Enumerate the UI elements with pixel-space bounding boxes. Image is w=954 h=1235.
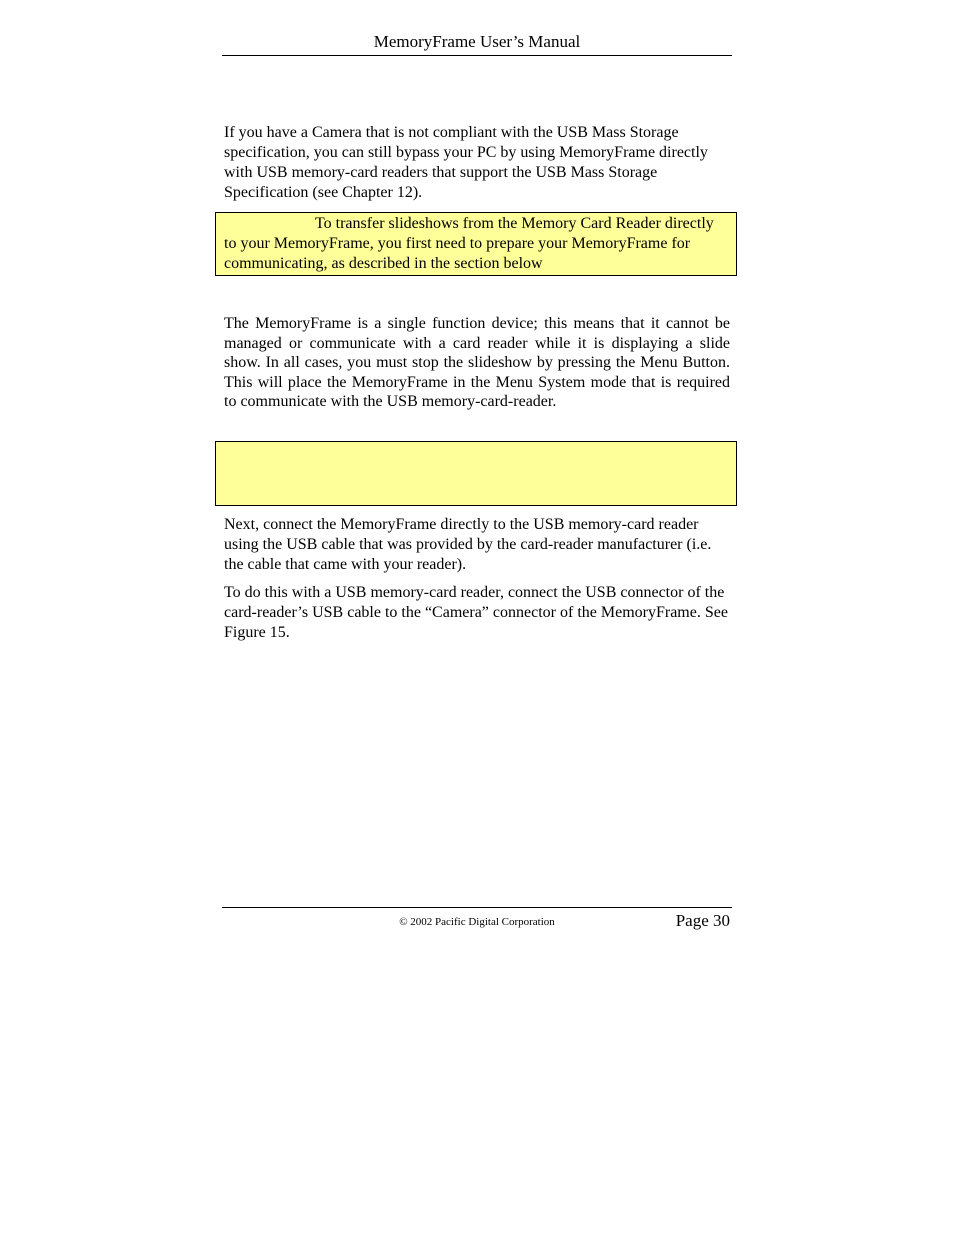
note-text-transfer: To transfer slideshows from the Memory Card Reader directly to your MemoryFrame, you first need to prepare your MemoryFrame for communicating, as described in the section below — [224, 215, 714, 272]
manual-title: MemoryFrame User’s Manual — [373, 32, 581, 51]
copyright-text: © 2002 Pacific Digital Corporation — [399, 916, 555, 928]
note-box-transfer — [215, 212, 737, 276]
page-footer — [222, 907, 732, 938]
note-box-empty — [215, 441, 737, 506]
page-number: Page 30 — [675, 911, 730, 930]
paragraph-usb-connector: To do this with a USB memory-card reader, connect the USB connector of the card-reader’s USB cable to the “Camera” connector of the MemoryFrame. See Figure 15. — [224, 584, 728, 641]
paragraph-mass-storage: If you have a Camera that is not compliant with the USB Mass Storage specification, you can still bypass your PC by using MemoryFrame directly with USB memory-card readers that support the USB Mass Storage Specification (see Chapter 12). — [224, 124, 708, 201]
paragraph-single-function: The MemoryFrame is a single function device; this means that it cannot be managed or communicate with a card reader while it is displaying a slide show. In all cases, you must stop the slideshow by pressing the Menu Button. This will place the MemoryFrame in the Menu System mode that is required to communicate with the USB memory-card-reader. — [224, 315, 730, 411]
page-header — [222, 30, 732, 56]
paragraph-connect-reader: Next, connect the MemoryFrame directly to the USB memory-card reader using the USB cable that was provided by the card-reader manufacturer (i.e. the cable that came with your reader). — [224, 516, 712, 573]
